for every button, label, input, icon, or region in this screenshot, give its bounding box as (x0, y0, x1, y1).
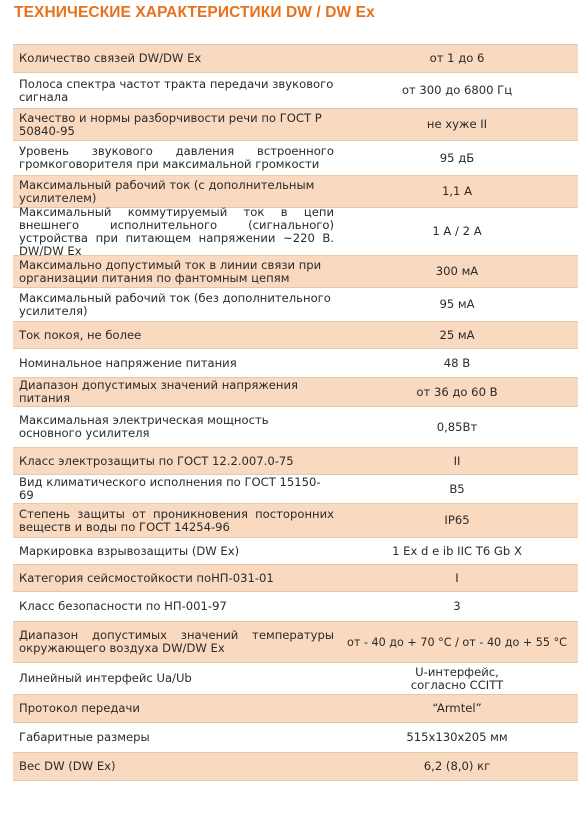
table-row (13, 378, 578, 407)
param-value: 0,85Вт (436, 419, 478, 434)
table-row (13, 349, 578, 378)
param-label: Категория сейсмостойкости поНП-031-01 (19, 570, 274, 585)
param-label: Вид климатического исполнения по ГОСТ 15150-69 (19, 475, 321, 502)
page-title: ТЕХНИЧЕСКИЕ ХАРАКТЕРИСТИКИ DW / DW Ex (14, 4, 375, 21)
param-value: от 1 до 6 (429, 51, 485, 65)
param-value: 48 В (443, 355, 471, 370)
param-value: 300 мА (435, 264, 479, 278)
param-value: от 36 до 60 В (416, 384, 498, 399)
param-value: U-интерфейс, согласно CCITT (410, 664, 504, 692)
table-row (13, 141, 578, 176)
param-value: В5 (449, 481, 465, 496)
param-label: Протокол передачи (19, 701, 140, 715)
param-label: Качество и нормы разборчивости речи по ГОСТ Р 50840-95 (19, 110, 322, 138)
param-value: от 300 до 6800 Гц (401, 83, 513, 97)
param-value: 95 дБ (439, 150, 475, 165)
table-row (13, 504, 578, 538)
table-row (13, 44, 578, 73)
param-value: 1,1 А (441, 184, 473, 198)
param-label: Уровень звукового давления встроенного громкоговорителя при максимальной громкости (19, 144, 334, 171)
table-row (13, 723, 578, 753)
param-label: Класс безопасности по НП-001-97 (19, 599, 227, 613)
param-value: не хуже II (426, 117, 488, 131)
param-label: Диапазон допустимых значений температуры окружающего воздуха DW/DW Ex (19, 628, 334, 655)
param-value: 3 (453, 599, 461, 613)
param-label: Номинальное напряжение питания (19, 355, 237, 370)
table-row (13, 407, 578, 448)
param-value: “Armtel” (432, 701, 482, 715)
table-row (13, 204, 578, 258)
table-row (13, 475, 578, 504)
param-value: 1 А / 2 А (432, 224, 482, 238)
table-row (13, 448, 578, 475)
param-label: Полоса спектра частот тракта передачи звукового сигнала (19, 76, 334, 104)
param-value: 6,2 (8,0) кг (423, 759, 491, 773)
param-value: 1 Ex d e ib IIC T6 Gb X (392, 543, 522, 558)
table-row (13, 322, 578, 349)
param-label: Максимально допустимый ток в линии связи при организации питания по фантомным цепям (19, 257, 322, 285)
param-value: 95 мА (439, 297, 475, 311)
spec-table (13, 44, 578, 781)
table-row (13, 256, 578, 288)
table-row (13, 695, 578, 723)
param-label: Максимальный коммутируемый ток в цепи внешнего исполнительного (сигнального) устройства при питающем напряжении ~220 В. DW/DW Ex (19, 204, 334, 258)
param-label: Максимальная электрическая мощность основного усилителя (19, 413, 269, 440)
param-value: 515x130x205 мм (406, 730, 508, 744)
param-label: Габаритные размеры (19, 730, 150, 744)
param-value: 25 мА (439, 327, 475, 342)
table-row (13, 592, 578, 622)
param-value: IP65 (444, 513, 470, 527)
table-row (13, 73, 578, 109)
param-label: Маркировка взрывозащиты (DW Ex) (19, 543, 240, 558)
param-value: I (455, 570, 459, 585)
param-value: II (453, 453, 461, 468)
param-label: Диапазон допустимых значений напряжения питания (19, 378, 298, 405)
table-row (13, 538, 578, 565)
param-label: Максимальный рабочий ток (с дополнительным усилителем) (19, 177, 315, 205)
table-row (13, 622, 578, 663)
param-label: Степень защиты от проникновения посторонних веществ и воды по ГОСТ 14254-96 (19, 506, 334, 534)
table-row (13, 176, 578, 208)
table-row (13, 565, 578, 592)
param-label: Максимальный рабочий ток (без дополнительного усилителя) (19, 290, 331, 318)
param-label: Количество связей DW/DW Ex (19, 51, 202, 65)
table-row (13, 753, 578, 781)
table-row (13, 663, 578, 695)
param-label: Класс электрозащиты по ГОСТ 12.2.007.0-75 (19, 453, 294, 468)
table-row (13, 109, 578, 141)
table-row (13, 288, 578, 322)
param-value: от - 40 до + 70 °С / от - 40 до + 55 °С (346, 635, 567, 649)
param-label: Ток покоя, не более (19, 327, 142, 342)
param-label: Вес DW (DW Ex) (19, 759, 116, 773)
param-label: Линейный интерфейс Ua/Ub (19, 671, 192, 685)
